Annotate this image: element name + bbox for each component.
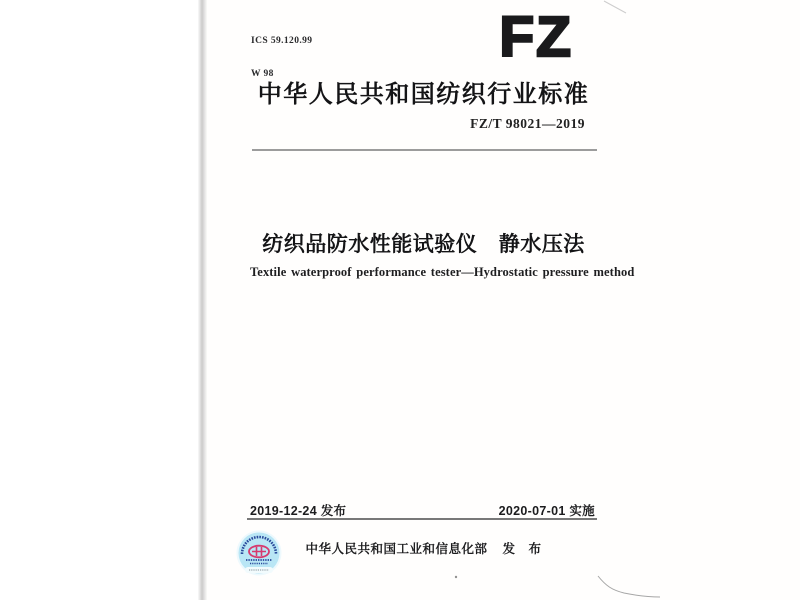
paper-left-edge-shadow: [198, 0, 207, 600]
standard-category-heading: 中华人民共和国纺织行业标准: [257, 81, 590, 108]
cover-content: [250, 0, 635, 600]
issue-label: 发 布: [502, 542, 542, 556]
classification-code: W 98: [251, 69, 274, 79]
footer-divider-line: [247, 518, 597, 520]
issuer-name: 中华人民共和国工业和信息化部: [305, 542, 488, 556]
dates-row: [250, 501, 595, 519]
fz-logo: FZ: [499, 5, 573, 69]
header-divider-line: [252, 149, 597, 151]
release-date: 2019-12-24 发布: [250, 504, 347, 518]
ics-code: ICS 59.120.99: [251, 36, 313, 46]
document-title-english: Textile waterproof performance tester—Hydrostatic pressure method: [250, 265, 635, 279]
anti-counterfeit-seal-icon: [236, 530, 282, 576]
standard-number: FZ/T 98021—2019: [470, 116, 585, 131]
implementation-date: 2020-07-01 实施: [498, 504, 595, 518]
issuer-row: [250, 539, 597, 557]
document-title-chinese: 纺织品防水性能试验仪 静水压法: [262, 233, 585, 256]
